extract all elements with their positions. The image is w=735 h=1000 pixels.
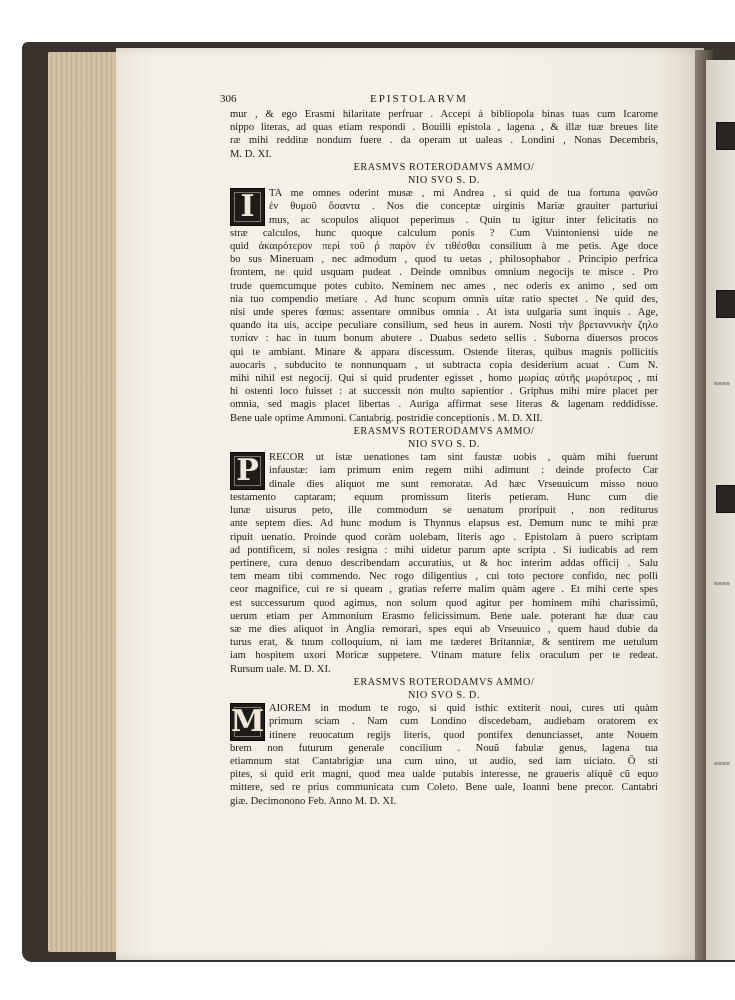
text-line: AIOREM in modum te rogo, si quid isthic extiterit noui, cures uti quàm bbox=[269, 703, 658, 715]
letter-heading: ERASMVS ROTERODAMVS AMMO/ bbox=[353, 425, 535, 437]
text-line: Bene uale optime Ammoni. Cantabrig. postridie conceptionis . M. D. XII. bbox=[230, 412, 543, 424]
text-line: ad pontificem, si noles resigna : mihi uidetur parum apte scripta . Si iudicabis ad rem bbox=[230, 544, 658, 556]
text-line: TA me omnes oderint musæ , mi Andrea , si quid de tua fortuna φανῶσ bbox=[269, 188, 658, 200]
text-line: quando ita uis, accipe peculiare consilium, sed heus in aurem. Nosti τὴν βρεταννικὴν ζηλο bbox=[230, 320, 658, 332]
text-line: est successurum quod agimus, non solum quod agitur per hominem mihi charissimũ, bbox=[230, 597, 658, 609]
text-line: nippo literas, ad quas etiam respondi . Bouilli epistola , lagena , & illæ tuæ breues lite bbox=[230, 122, 658, 134]
text-line: omnia, sed magis placet libertas . Auriga affirmat sese literas & lagenam reddidisse. bbox=[230, 399, 658, 411]
text-line: dinale dies aliquot me sunt remoratæ. Ad hæc Vrseuuicum misso nouo bbox=[269, 478, 658, 490]
letter-1 bbox=[230, 161, 658, 425]
right-page-initial bbox=[716, 485, 735, 513]
right-page-text: ≡≡≡≡ bbox=[714, 580, 730, 588]
text-line: itinere reuocatum regijs literis, quod pontifex denunciasset, ante Nouem bbox=[269, 729, 658, 741]
decorated-initial: I bbox=[230, 188, 265, 226]
previous-letter-ending bbox=[230, 108, 658, 161]
letter-heading: ERASMVS ROTERODAMVS AMMO/ bbox=[353, 676, 535, 688]
text-line: auocaris , subducito te nonnunquam , ut subtracta copia desiderium acuat . Cum N. bbox=[230, 359, 658, 371]
text-line: lunæ uisurus peto, ille commodum se uenatum proripuit , non rediturus bbox=[230, 505, 658, 517]
text-line: nia tuo compendio metiare . Ad hunc scopum omnis uitæ ratio spectet . Ne quid des, bbox=[230, 293, 658, 305]
text-line: RECOR ut istæ uenationes tam sint faustæ uobis , quàm mihi fuerunt bbox=[269, 452, 658, 464]
text-line: ante septem dies. Ad hunc modum is Thynnus elapsus est. Demum nunc te mihi præ bbox=[230, 518, 658, 530]
text-line: nisi unde speres fœnus: assentare omnibus omnia . At ista uulgaria sunt inquis . Age, bbox=[230, 307, 658, 319]
text-line: mus, ac scopulos aliquot peperimus . Quin tu igitur inter felicitatis no bbox=[269, 214, 658, 226]
text-line: iam hospitem uxori Moricæ suppetere. Vtinam mature felix oraculum per te redeat. bbox=[230, 650, 658, 662]
text-line: stræ calculos, hunc quoque calculum ponis ? Cum Vuintoniensi uide ne bbox=[230, 227, 658, 239]
text-line: uerum etiam per Ammonium Erasmo felicissimum. Bene uale. poterant hæ duæ cau bbox=[230, 610, 658, 622]
text-line: Rursum uale. M. D. XI. bbox=[230, 663, 331, 675]
right-page-initial bbox=[716, 122, 735, 150]
text-line: primum sciam . Nam cum Londino discedebam, audiebam oratorem ex bbox=[269, 716, 658, 728]
text-line: qui te ambiant. Minare & appara discessum. Ostende literas, quibus magnis pollicitis bbox=[230, 346, 658, 358]
decorated-initial: P bbox=[230, 452, 265, 490]
text-line: etiamnum stat Cantabrigiæ una cum uino, ut audio, sed iam uiciato. Ô sti bbox=[230, 755, 658, 767]
text-line: quid ἀκαιρότερον περὶ τοῦ ῥ παρὸν ἐν τιθέσθαι consilium à me petis. Age doce bbox=[230, 241, 658, 253]
text-line: mihi nihil est negocij. Qui si quid prudenter egisset , homo μωρίας αὐτῆς μωρότερος , mi bbox=[230, 373, 658, 385]
text-line: mittere, sed re prius communicata cum Coleto. Bene uale, Ioanni bene precor. Cantabri bbox=[230, 782, 658, 794]
letter-heading: NIO SVO S. D. bbox=[407, 439, 481, 451]
right-page-initial bbox=[716, 290, 735, 318]
letter-heading: NIO SVO S. D. bbox=[407, 175, 481, 187]
letter-body bbox=[230, 702, 658, 808]
text-line: bo sus Mineruam , nec admodum , quod tu uetas , philosophabor . Principio perfrica bbox=[230, 254, 658, 266]
right-page-text: ≡≡≡≡ bbox=[714, 380, 730, 388]
text-line: tem meam tibi commendo. Nec rogo diligentius , cui toto pectore confido, nec polli bbox=[230, 571, 658, 583]
text-line: turus erat, & tuum colloquium, ni iam me tæderet Britanniæ, & sentirem me uetulum bbox=[230, 637, 658, 649]
running-head: EPISTOLARVM bbox=[370, 93, 468, 105]
text-line: giæ. Decimonono Feb. Anno M. D. XI. bbox=[230, 795, 397, 807]
page-text-block bbox=[220, 93, 658, 808]
letter-heading: ERASMVS ROTERODAMVS AMMO/ bbox=[353, 161, 535, 173]
text-line: brem non futurum generale concilium . Nouũ fabulæ genus, lagena tua bbox=[230, 742, 658, 754]
text-line: ἐν θυμοῦ ὄσαντα . Nos die conceptæ uirginis Mariæ grauiter parturiui bbox=[269, 201, 658, 213]
text-line: testamento captaram; equum promissum literis petieram. Hunc cum die bbox=[230, 491, 658, 503]
text-line: τυπίαν : hac in tuum bonum abutere . Duabus sedeto sellis . Suborna diuersos procos bbox=[230, 333, 658, 345]
page-edges bbox=[48, 52, 120, 952]
text-line: pites, si quid erit magni, quod mea ualde putabis interesse, ne graueris aliquẽ cũ equo bbox=[230, 769, 658, 781]
text-line: mur , & ego Erasmi hilaritate perfruar . Accepi à bibliopola binas tuas cum Icarome bbox=[230, 109, 658, 120]
text-line: ræ mihi redditæ nondum fuere . da operam ut ualeas . Londini , Nonas Decembris, bbox=[230, 135, 658, 147]
text-line: M. D. XI. bbox=[230, 148, 272, 160]
text-line: frontem, ne quid usquam pudeat . Deinde omnibus omnium negocijs te misce . Pro bbox=[230, 267, 658, 279]
text-line: trude quemcumque potes cubito. Neminem nec ames , nec oderis ex animo , sed om bbox=[230, 280, 658, 292]
letter-heading: NIO SVO S. D. bbox=[407, 689, 481, 701]
text-line: hi ostenti loco fuisset : at successit non multo sapientior . Griphus mihi mire placet per bbox=[230, 386, 658, 398]
decorated-initial: M bbox=[231, 704, 265, 740]
right-page-text: ≡≡≡≡ bbox=[714, 760, 730, 768]
text-line: ripuit uenatio. Proinde quod coràm uolebam, literis ago . Epistolam à puero scriptam bbox=[230, 531, 658, 543]
text-line: pertinere, cura denuo describendam accuratius, ut & hoc interim addas officij . Salu bbox=[230, 557, 658, 569]
letter-body bbox=[230, 187, 658, 425]
page-header bbox=[220, 93, 658, 107]
text-line: sæ me dies aliquot in Anglia remorari, spes equi ab Vrseuuico , quem haud dubie da bbox=[230, 623, 658, 635]
text-line: ceor magnifice, cui re si queam , gratias referre malim quàm agere . Et mihi certe spes bbox=[230, 584, 658, 596]
page-number: 306 bbox=[220, 93, 237, 105]
letter-2 bbox=[230, 425, 658, 676]
text-line: infaustæ: iam primum enim regem mihi adimunt : deinde profecto Car bbox=[269, 465, 658, 477]
letter-3 bbox=[230, 676, 658, 808]
letter-body bbox=[230, 451, 658, 675]
right-page-edge bbox=[706, 60, 735, 960]
